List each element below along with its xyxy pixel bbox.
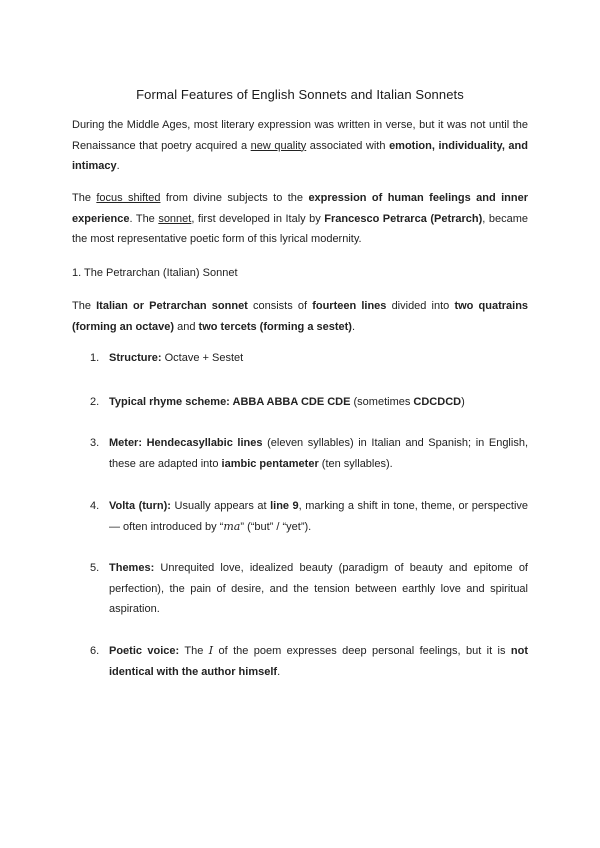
bold-term: Italian or Petrarchan sonnet	[96, 300, 248, 312]
text-run: .	[116, 160, 120, 172]
bold-term: iambic pentameter	[221, 457, 319, 470]
text-run: .	[277, 665, 281, 678]
text-run: , marking a shift in tone, theme, or perspective — often introduced by “	[109, 500, 529, 533]
intro-paragraph-1	[72, 115, 528, 177]
text-run: divided into	[386, 300, 455, 312]
text-run: The	[72, 192, 97, 204]
document-title: Formal Features of English Sonnets and Italian Sonnets	[136, 87, 464, 102]
text-run: and	[174, 320, 199, 333]
item-label: Themes:	[109, 562, 155, 574]
section-paragraph	[72, 296, 528, 337]
bold-term: ABBA ABBA CDE CDE	[229, 396, 351, 408]
list-number: 1.	[90, 352, 100, 364]
text-run: Octave + Sestet	[161, 352, 244, 364]
text-run: of the poem expresses deep personal feelings, but it is	[213, 645, 511, 657]
text-run: , became the most representative poetic form of this lyrical modernity.	[72, 212, 528, 245]
bold-term: Francesco Petrarca (Petrarch)	[324, 212, 483, 225]
text-run: consists of	[247, 300, 313, 312]
item-label: Meter:	[109, 437, 143, 449]
text-run: (eleven syllables) in Italian and Spanish; in English, these are adapted into	[109, 437, 528, 470]
text-run: During the Middle Ages, most literary expression was written in verse, but it was not until the Renaissance that poetry acquired a	[72, 119, 528, 152]
underlined-term: focus shifted	[96, 192, 161, 204]
item-label: Poetic voice:	[109, 645, 180, 657]
text-run: Usually appears at	[170, 500, 271, 512]
list-item-body	[109, 641, 528, 682]
list-item-body	[109, 433, 528, 474]
bold-term: two tercets (forming a sestet)	[198, 320, 352, 333]
text-run: The	[72, 300, 97, 312]
italic-term: I	[208, 644, 214, 657]
list-number: 2.	[90, 396, 100, 408]
bold-term: CDCDCD	[413, 396, 462, 408]
underlined-term: sonnet	[158, 212, 192, 225]
section-heading: 1. The Petrarchan (Italian) Sonnet	[72, 267, 238, 279]
list-item-body	[109, 348, 528, 369]
item-label: Structure:	[109, 352, 162, 364]
text-run: )	[461, 396, 465, 408]
bold-term: fourteen lines	[312, 300, 387, 312]
bold-term: not identical with the author himself	[109, 645, 529, 678]
list-item-body	[109, 558, 528, 620]
text-run: Unrequited love, idealized beauty (paradigm of beauty and epitome of perfection), the pain of desire, and the tension between earthly love and spiritual aspiration.	[109, 562, 528, 615]
text-run: (sometimes	[350, 396, 414, 408]
bold-term: two quatrains (forming an octave)	[72, 300, 529, 333]
bold-term: emotion, individuality, and intimacy	[72, 139, 528, 172]
item-label: Volta (turn):	[109, 500, 171, 512]
text-run: The	[179, 645, 209, 657]
list-number: 6.	[90, 645, 100, 657]
text-run: (ten syllables).	[318, 457, 393, 470]
list-number: 3.	[90, 437, 100, 449]
item-label: Typical rhyme scheme:	[109, 396, 230, 408]
bold-term: line 9	[270, 500, 299, 512]
text-run: ” (“but” / “yet”).	[240, 520, 312, 533]
list-item-body	[109, 392, 528, 413]
list-number: 4.	[90, 500, 100, 512]
text-run: from divine subjects to the	[160, 192, 309, 204]
list-number: 5.	[90, 562, 100, 574]
underlined-term: new quality	[250, 139, 307, 152]
bold-term: expression of human feelings and inner experience	[72, 192, 528, 225]
text-run: .	[351, 320, 356, 333]
text-run: , first developed in Italy by	[191, 212, 325, 225]
bold-term: Hendecasyllabic lines	[142, 437, 263, 449]
intro-paragraph-2	[72, 188, 528, 250]
text-run: associated with	[306, 139, 390, 152]
text-run: . The	[129, 212, 159, 225]
list-item-body	[109, 496, 528, 537]
italic-term: ma	[223, 519, 241, 533]
